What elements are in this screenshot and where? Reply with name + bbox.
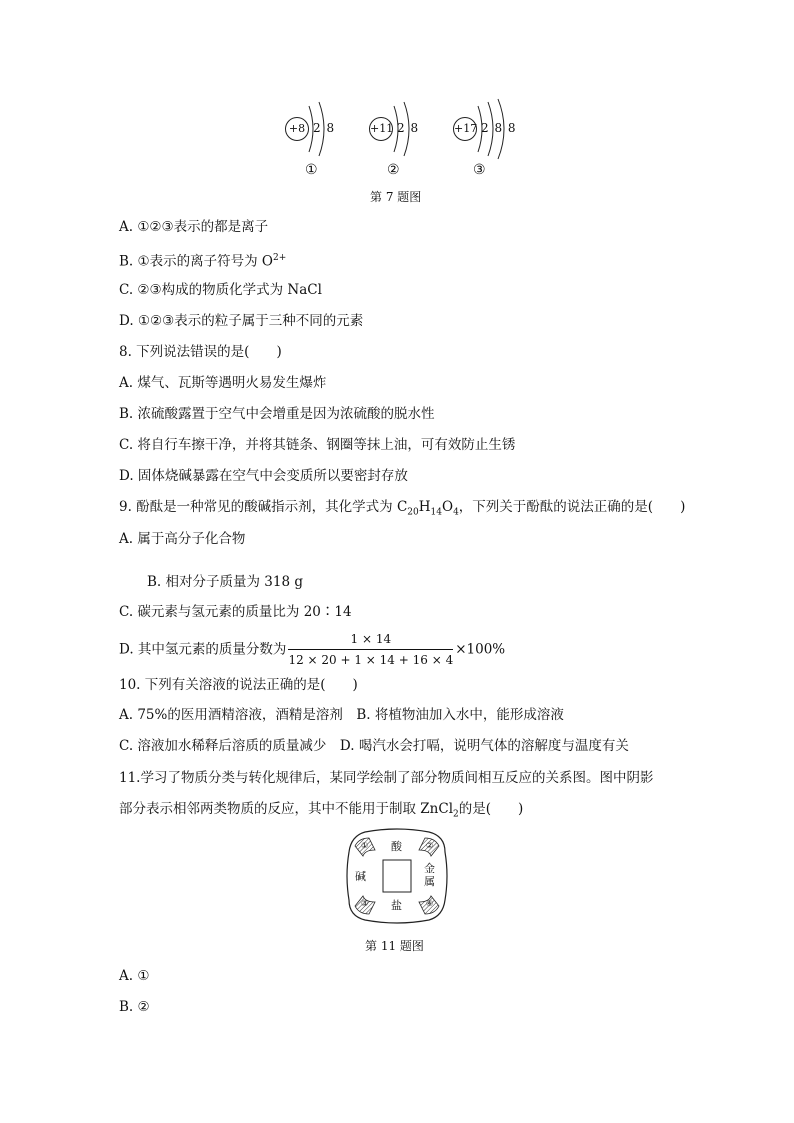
q9-stem (119, 499, 685, 521)
q11-line2-post: 的是( ) (458, 801, 524, 817)
q7-option-b-text: B. ①表示的离子符号为 O (119, 253, 273, 270)
shells-2: 2 8 (397, 121, 420, 135)
q7-option-b (119, 250, 286, 270)
q9-stem-post: ，下列关于酚酞的说法正确的是( ) (458, 499, 686, 515)
shells-3: 2 8 8 (481, 121, 517, 135)
q11-option-a: A. ① (119, 968, 150, 984)
q9-sub-h: 14 (430, 507, 442, 518)
q7-option-b-charge: 2+ (272, 253, 287, 263)
corner-number-4: ④ (426, 899, 434, 908)
q10-options-cd: C. 溶液加水稀释后溶质的质量减少 D. 喝汽水会打嗝，说明气体的溶解度与温度有关 (119, 738, 629, 754)
corner-number-1: ① (361, 841, 369, 850)
q7-option-a: A. ①②③表示的都是离子 (119, 219, 269, 235)
atom-label-1: ① (305, 162, 318, 178)
shells-1: 2 8 (313, 121, 336, 135)
q9-fraction-numerator: 1 × 14 (288, 630, 453, 650)
diagram-label-base: 碱 (355, 870, 366, 883)
q9-option-d (119, 630, 505, 669)
q9-sub-o: 4 (453, 507, 459, 518)
q9-option-c: C. 碳元素与氢元素的质量比为 20∶14 (119, 604, 352, 620)
diagram-label-metal: 金属 (424, 862, 435, 888)
figure-11-caption: 第 11 题图 (365, 939, 424, 953)
nucleus-1: +8 (285, 117, 309, 141)
q9-h: H (418, 499, 431, 515)
diagram-label-acid: 酸 (391, 840, 402, 853)
q9-option-d-post: ×100% (455, 641, 506, 658)
q11-stem-line1: 11.学习了物质分类与转化规律后，某同学绘制了部分物质间相互反应的关系图。图中阴影 (119, 770, 654, 786)
corner-number-2: ② (426, 841, 434, 850)
q10-stem: 10. 下列有关溶液的说法正确的是( ) (119, 677, 358, 693)
q11-stem-line2 (119, 801, 523, 823)
q11-option-b: B. ② (119, 999, 150, 1015)
atom-label-2: ② (387, 162, 400, 178)
q11-line2-sub: 2 (453, 809, 459, 820)
corner-number-3: ③ (361, 899, 369, 908)
q8-option-a: A. 煤气、瓦斯等遇明火易发生爆炸 (119, 375, 327, 391)
nucleus-3: +17 (453, 117, 477, 141)
q7-option-c: C. ②③构成的物质化学式为 NaCl (119, 282, 322, 298)
q9-option-b: B. 相对分子质量为 318 g (147, 574, 303, 590)
q8-option-b: B. 浓硫酸露置于空气中会增重是因为浓硫酸的脱水性 (119, 406, 435, 422)
atom-label-3: ③ (473, 162, 486, 178)
q9-option-d-pre: D. 其中氢元素的质量分数为 (119, 641, 287, 658)
q7-option-d: D. ①②③表示的粒子属于三种不同的元素 (119, 313, 364, 329)
q11-line2-pre: 部分表示相邻两类物质的反应，其中不能用于制取 ZnCl (119, 801, 454, 817)
q9-option-a: A. 属于高分子化合物 (119, 531, 246, 547)
q9-stem-pre: 9. 酚酞是一种常见的酸碱指示剂，其化学式为 C (119, 499, 408, 515)
q9-sub-c: 20 (407, 507, 419, 518)
q9-fraction (288, 630, 453, 669)
q8-option-d: D. 固体烧碱暴露在空气中会变质所以要密封存放 (119, 468, 408, 484)
diagram-label-salt: 盐 (391, 899, 402, 912)
q9-o: O (441, 499, 454, 515)
q10-options-ab: A. 75%的医用酒精溶液，酒精是溶剂 B. 将植物油加入水中，能形成溶液 (119, 707, 564, 723)
q8-stem: 8. 下列说法错误的是( ) (119, 344, 282, 360)
q9-fraction-denominator: 12 × 20 + 1 × 14 + 16 × 4 (288, 653, 454, 667)
q8-option-c: C. 将自行车擦干净，并将其链条、钢圈等抹上油，可有效防止生锈 (119, 437, 516, 453)
figure-7-caption: 第 7 题图 (370, 190, 422, 204)
nucleus-2: +11 (369, 117, 393, 141)
